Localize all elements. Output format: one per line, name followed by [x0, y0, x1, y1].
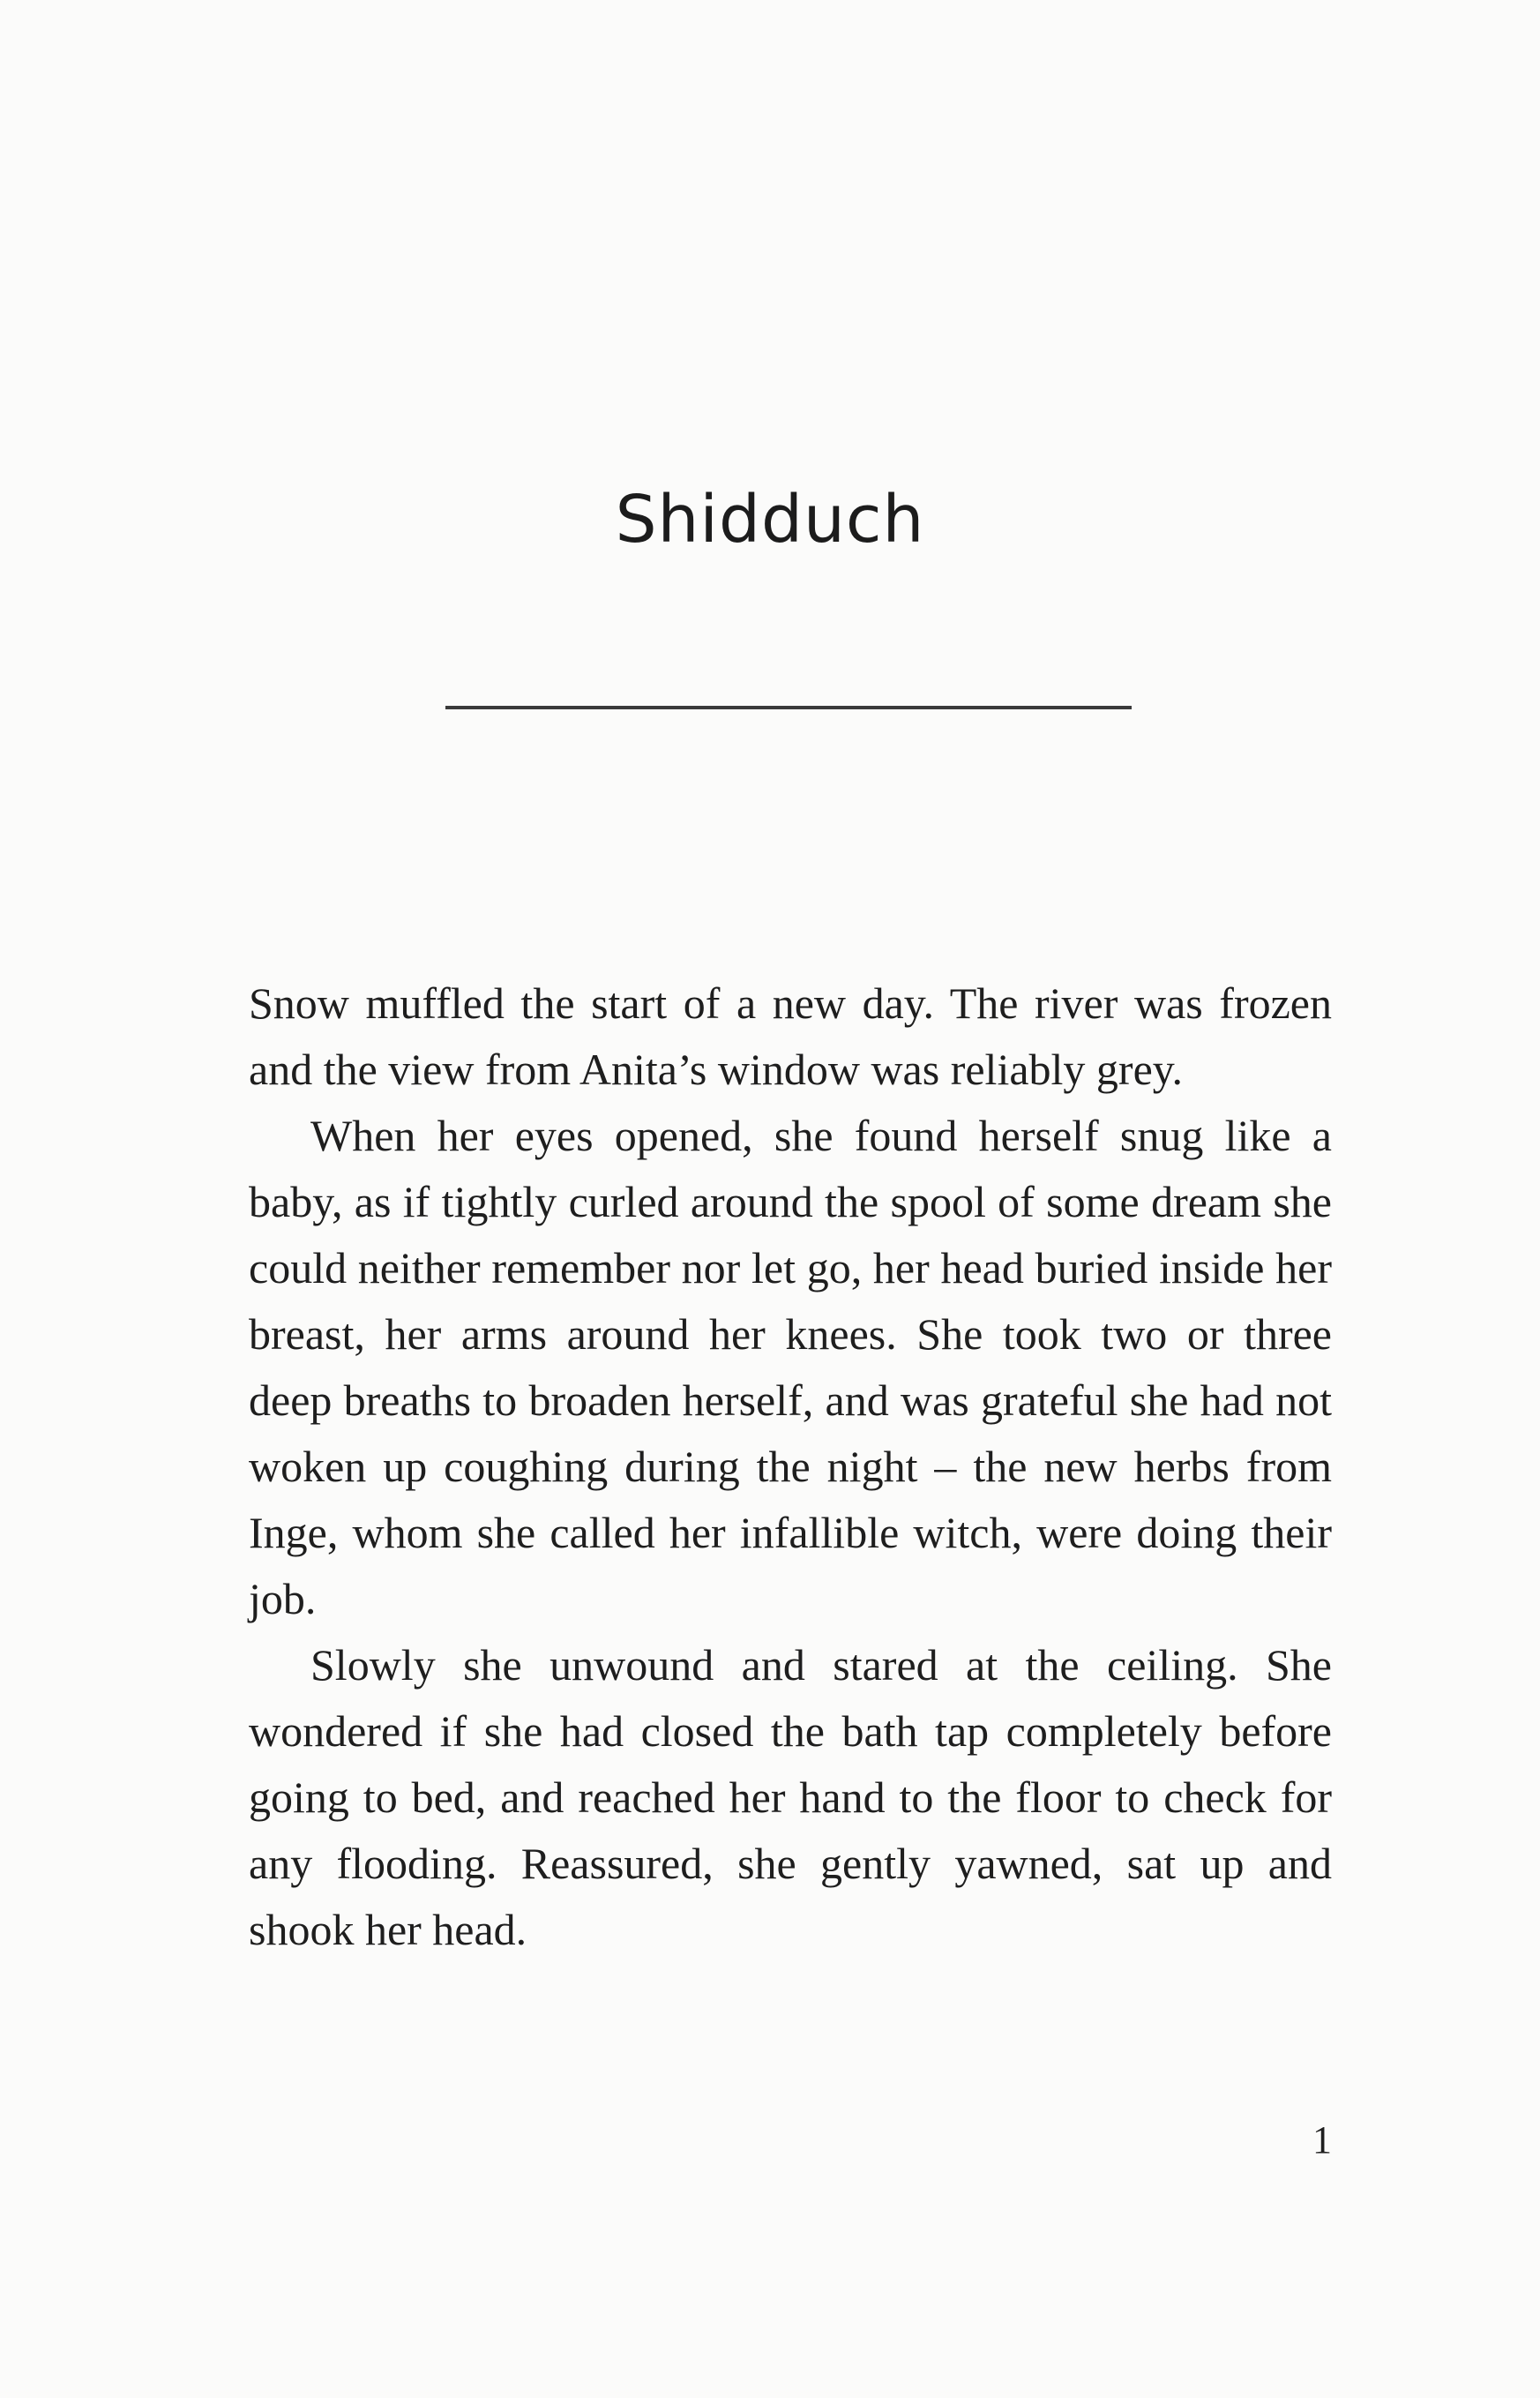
- paragraph-2: When her eyes opened, she found herself snug like a baby, as if tightly curled around the spool of some dream she could neither remember nor let go, her head buried inside her breast, her arms around her knees. She took two or three deep breaths to broaden herself, and was grateful she had not woken up coughing during the night – the new herbs from Inge, whom she called her infallible witch, were doing their job.: [249, 1111, 1332, 1623]
- body-text: [249, 970, 1332, 1963]
- page-number: 1: [1312, 2118, 1332, 2162]
- chapter-title: Shidduch: [615, 482, 925, 558]
- paragraph-3: Slowly she unwound and stared at the ceiling. She wondered if she had closed the bath tap completely before going to bed, and reached her hand to the floor to check for any flooding. Reassured, she gently yawned, sat up and shook her head.: [249, 1640, 1332, 1954]
- paragraph-1: Snow muffled the start of a new day. The river was frozen and the view from Anita’s window was reliably grey.: [249, 978, 1332, 1094]
- title-rule: [445, 706, 1132, 709]
